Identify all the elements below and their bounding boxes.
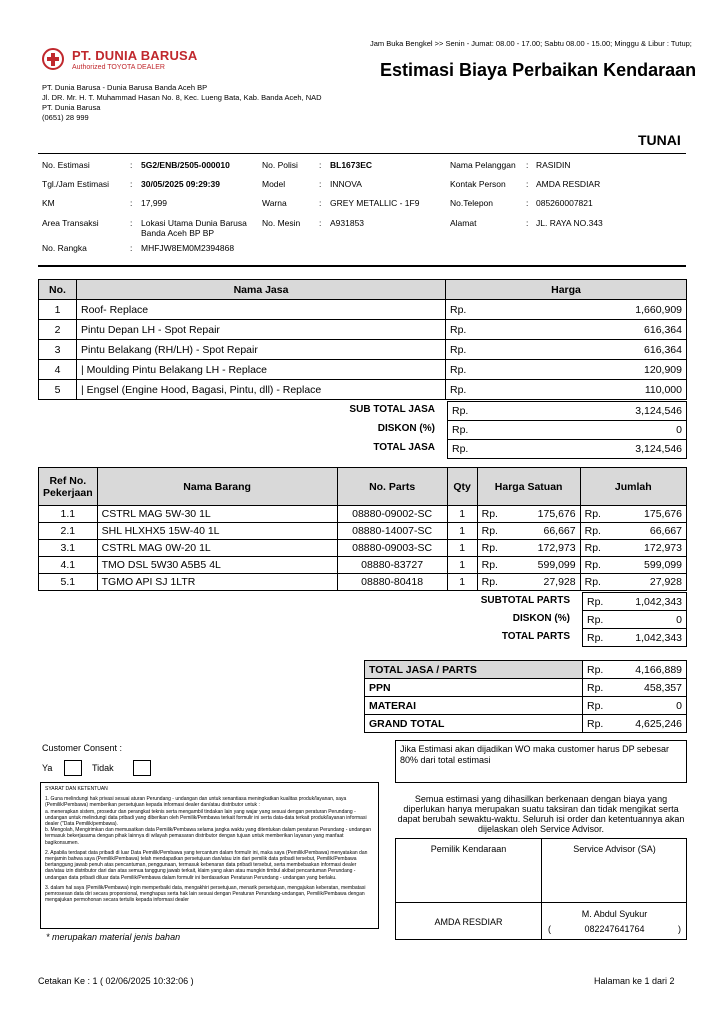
summary-label: PPN	[365, 679, 583, 697]
terms-box	[40, 782, 379, 929]
rp: Rp.	[583, 679, 610, 697]
row-jumlah: 27,928	[607, 574, 686, 591]
col-no-parts: No. Parts	[337, 468, 447, 506]
row-no: 1	[39, 300, 77, 320]
label-pelanggan: Nama Pelanggan	[450, 160, 516, 170]
dp-note: Jika Estimasi akan dijadikan WO maka customer harus DP sebesar 80% dari total estimasi	[395, 740, 687, 783]
row-no: 5	[39, 380, 77, 400]
address-line: Jl. DR. Mr. H. T. Muhammad Hasan No. 8, Kec. Lueng Bata, Kab. Banda Aceh, NAD	[42, 93, 322, 102]
subtotal-jasa-value: 3,124,546	[484, 402, 687, 421]
value-polisi: BL1673EC	[330, 160, 373, 170]
rp: Rp.	[583, 661, 610, 679]
row-nama: CSTRL MAG 0W-20 1L	[97, 540, 337, 557]
row-jumlah: 66,667	[607, 523, 686, 540]
sep: :	[319, 218, 322, 228]
sep: :	[319, 160, 322, 170]
row-harga: 120,909	[482, 360, 687, 380]
row-harga: 599,099	[504, 557, 580, 574]
rp: Rp.	[477, 523, 504, 540]
row-no-parts: 08880-14007-SC	[337, 523, 447, 540]
label-model: Model	[262, 179, 286, 189]
summary-row	[365, 679, 687, 697]
rp: Rp.	[580, 540, 607, 557]
row-qty: 1	[447, 574, 477, 591]
total-parts-value: 1,042,343	[610, 629, 687, 647]
divider	[396, 902, 686, 903]
row-ref: 4.1	[39, 557, 98, 574]
value-alamat: JL. RAYA NO.343	[536, 218, 603, 228]
row-jumlah: 599,099	[607, 557, 686, 574]
table-row	[39, 360, 687, 380]
value-warna: GREY METALLIC - 1F9	[330, 198, 420, 208]
sa-name: M. Abdul Syukur	[581, 909, 648, 919]
label-rangka: No. Rangka	[42, 243, 87, 253]
total-parts-label: TOTAL PARTS	[501, 631, 570, 642]
row-harga: 27,928	[504, 574, 580, 591]
summary-table	[364, 660, 687, 733]
table-row	[39, 506, 687, 523]
rp: Rp.	[580, 557, 607, 574]
row-harga: 172,973	[504, 540, 580, 557]
address-line: (0651) 28 999	[42, 113, 89, 122]
dealer-logo-icon	[42, 48, 64, 70]
document-title: Estimasi Biaya Perbaikan Kendaraan	[380, 60, 697, 80]
summary-value: 4,166,889	[610, 661, 687, 679]
sep: :	[130, 179, 133, 189]
label-alamat: Alamat	[450, 218, 477, 228]
row-no-parts: 08880-80418	[337, 574, 447, 591]
rp: Rp.	[583, 629, 610, 647]
consent-tidak-checkbox[interactable]	[133, 760, 151, 776]
row-rp: Rp.	[446, 340, 482, 360]
label-km: KM	[42, 198, 55, 208]
diskon-jasa-label: DISKON (%)	[377, 423, 435, 434]
row-qty: 1	[447, 557, 477, 574]
row-nama: CSTRL MAG 5W-30 1L	[97, 506, 337, 523]
row-ref: 3.1	[39, 540, 98, 557]
value-mesin: A931853	[330, 218, 365, 228]
disclaimer: Semua estimasi yang dihasilkan berkenaan dengan biaya yang diperlukan hanya merupakan suatu taksiran dan tidak mengikat serta dapat berubah sewaktu-waktu. Seluruh isi order dan ketentuannya akan dijelaskan oleh Service Advisor.	[397, 794, 685, 834]
row-harga: 1,660,909	[482, 300, 687, 320]
table-row	[39, 557, 687, 574]
row-harga: 175,676	[504, 506, 580, 523]
consent-ya-checkbox[interactable]	[64, 760, 82, 776]
summary-row	[365, 715, 687, 733]
label-warna: Warna	[262, 198, 287, 208]
sep: :	[130, 198, 133, 208]
terms-p3: 3. dalam hal saya (Pemilik/Pembawa) ingin memperbaiki data, mengakhiri persetujuan, menarik persetujuan, mengajukan keberatan, membatasi pemrosesan data diri secara proporsional, menghapus serta hak lain sesuai dengan Peraturan Perundang-undangan, Pemilik/Pembawa dengan mengajukan permohonan secara tertulis kepada informasi dealer	[45, 884, 366, 904]
row-rp: Rp.	[446, 380, 482, 400]
rp: Rp.	[583, 611, 610, 629]
print-info: Cetakan Ke : 1 ( 02/06/2025 10:32:06 )	[38, 976, 194, 986]
owner-label: Pemilik Kendaraan	[430, 844, 507, 854]
terms-p1: 1. Guna melindungi hak privasi sesuai aturan Perundang - undangan dan untuk senantiasa meningkatkan kualitas produk/layanan, saya (Pemilik/Pembawa) memberikan persetujuan kepada informasi dealer dan/atau distributor untuk :	[45, 796, 347, 809]
value-area-2: Banda Aceh BP BP	[141, 228, 215, 238]
rp: Rp.	[448, 421, 484, 440]
sep: :	[319, 198, 322, 208]
label-kontak: Kontak Person	[450, 179, 506, 189]
label-mesin: No. Mesin	[262, 218, 301, 228]
value-km: 17,999	[141, 198, 167, 208]
sep: :	[130, 243, 133, 253]
paren-open: (	[548, 924, 551, 934]
rp: Rp.	[448, 402, 484, 421]
rp: Rp.	[583, 715, 610, 733]
diskon-parts-value: 0	[610, 611, 687, 629]
rp: Rp.	[583, 593, 610, 611]
table-row	[39, 540, 687, 557]
sa-label: Service Advisor (SA)	[573, 844, 656, 854]
rp: Rp.	[580, 523, 607, 540]
consent-tidak-label: Tidak	[92, 763, 114, 773]
label-area: Area Transaksi	[42, 218, 99, 228]
signature-box	[395, 838, 687, 940]
paren-close: )	[678, 924, 681, 934]
row-no-parts: 08880-83727	[337, 557, 447, 574]
col-harga-satuan: Harga Satuan	[477, 468, 580, 506]
col-nama-jasa: Nama Jasa	[77, 280, 446, 300]
jasa-totals	[447, 401, 687, 459]
table-row	[39, 523, 687, 540]
diskon-parts-label: DISKON (%)	[512, 613, 570, 624]
summary-row	[365, 697, 687, 715]
table-row	[39, 300, 687, 320]
sep: :	[130, 218, 133, 228]
rp: Rp.	[580, 506, 607, 523]
row-nama: Pintu Belakang (RH/LH) - Spot Repair	[77, 340, 446, 360]
rp: Rp.	[477, 557, 504, 574]
summary-value: 4,625,246	[610, 715, 687, 733]
workshop-hours: Jam Buka Bengkel >> Senin - Jumat: 08.00 - 17.00; Sabtu 08.00 - 15.00; Minggu & Libur : Tutup;	[370, 39, 692, 48]
row-rp: Rp.	[446, 320, 482, 340]
rp: Rp.	[477, 540, 504, 557]
row-nama: Roof- Replace	[77, 300, 446, 320]
subtotal-parts-label: SUBTOTAL PARTS	[480, 595, 570, 606]
page-number: Halaman ke 1 dari 2	[594, 976, 675, 986]
col-nama-barang: Nama Barang	[97, 468, 337, 506]
value-kontak: AMDA RESDIAR	[536, 179, 601, 189]
row-ref: 5.1	[39, 574, 98, 591]
row-no-parts: 08880-09003-SC	[337, 540, 447, 557]
diskon-jasa-value: 0	[484, 421, 687, 440]
col-no: No.	[39, 280, 77, 300]
row-no: 3	[39, 340, 77, 360]
row-qty: 1	[447, 540, 477, 557]
consent-ya-label: Ya	[42, 763, 53, 773]
row-harga: 110,000	[482, 380, 687, 400]
owner-name: AMDA RESDIAR	[434, 917, 503, 927]
table-row	[39, 380, 687, 400]
parts-table	[38, 467, 687, 591]
consent-title: Customer Consent :	[42, 743, 123, 753]
value-pelanggan: RASIDIN	[536, 160, 571, 170]
terms-p1a: a. menerapkan sistem, prosedur dan perangkat teknis serta mengambil tindakan lain yang wajar yang sesuai dengan peraturan Perundang - undangan untuk melindungi data pribadi yang diberikan oleh Pemilik/Pembawa terkait formulir ini serta data-data terkait produk/layanan informasi dealer ("Data Pemilik/pembawa).	[45, 808, 367, 828]
col-ref-line2: Pekerjaan	[43, 486, 93, 499]
rp: Rp.	[448, 440, 484, 459]
sep: :	[130, 160, 133, 170]
value-telepon: 085260007821	[536, 198, 593, 208]
sep: :	[526, 218, 529, 228]
rp: Rp.	[477, 574, 504, 591]
row-no: 2	[39, 320, 77, 340]
summary-row	[365, 661, 687, 679]
material-note: * merupakan material jenis bahan	[46, 932, 181, 942]
sep: :	[526, 198, 529, 208]
row-rp: Rp.	[446, 360, 482, 380]
sep: :	[526, 179, 529, 189]
row-jumlah: 172,973	[607, 540, 686, 557]
total-jasa-label: TOTAL JASA	[373, 442, 435, 453]
value-tgl: 30/05/2025 09:29:39	[141, 179, 220, 189]
label-telepon: No.Telepon	[450, 198, 494, 208]
col-harga: Harga	[446, 280, 687, 300]
subtotal-jasa-label: SUB TOTAL JASA	[349, 404, 435, 415]
table-header	[39, 468, 687, 506]
row-ref: 1.1	[39, 506, 98, 523]
summary-label: MATERAI	[365, 697, 583, 715]
rp: Rp.	[477, 506, 504, 523]
parts-totals	[582, 592, 687, 647]
divider	[38, 153, 686, 154]
label-no-estimasi: No. Estimasi	[42, 160, 90, 170]
brand-subtitle: Authorized TOYOTA DEALER	[72, 64, 165, 71]
total-jasa-value: 3,124,546	[484, 440, 687, 459]
table-row	[39, 320, 687, 340]
summary-label: TOTAL JASA / PARTS	[365, 661, 583, 679]
col-ref-line1: Ref No.	[49, 474, 87, 487]
label-polisi: No. Polisi	[262, 160, 298, 170]
col-jumlah: Jumlah	[580, 468, 686, 506]
row-nama: TMO DSL 5W30 A5B5 4L	[97, 557, 337, 574]
value-no-estimasi: 5G2/ENB/2505-000010	[141, 160, 230, 170]
row-no-parts: 08880-09002-SC	[337, 506, 447, 523]
dealer-address	[42, 83, 322, 123]
row-ref: 2.1	[39, 523, 98, 540]
row-nama: SHL HLXHX5 15W-40 1L	[97, 523, 337, 540]
label-tgl: Tgl./Jam Estimasi	[42, 179, 110, 189]
row-qty: 1	[447, 523, 477, 540]
summary-value: 458,357	[610, 679, 687, 697]
address-line: PT. Dunia Barusa	[42, 103, 101, 112]
row-no: 4	[39, 360, 77, 380]
row-harga: 616,364	[482, 340, 687, 360]
sep: :	[319, 179, 322, 189]
row-qty: 1	[447, 506, 477, 523]
summary-label: GRAND TOTAL	[365, 715, 583, 733]
row-nama: TGMO API SJ 1LTR	[97, 574, 337, 591]
table-row	[39, 340, 687, 360]
terms-p2: 2. Apabila terdapat data pribadi di luar Data Pemilik/Pembawa yang tercantum dalam formulir ini, maka saya (Pemilik/Pembawa) menyatakan dan menjamin bahwa saya (Pemilik/Pembawa) telah mendapatkan persetujuan dan/atau izin dari pemilik data pribadi tersebut, Pemilik/Pembawa bertanggung jawab penuh atas pencantuman, penggunaan, termasuk kebenaran data pribadi tersebut, serta membebaskan informasi dealer dan/atau izin distributor dari dan atas semua tanggung jawab terkait, klaim yang akan atau mungkin timbul akibat pencantuman Perundang - undangan data pribadi diluar data Pemilik/Pembawa dalam formulir ini berdasarkan Peraturan Perundang - undangan yang berlaku.	[45, 849, 368, 881]
value-area-1: Lokasi Utama Dunia Barusa	[141, 218, 247, 228]
value-model: INNOVA	[330, 179, 362, 189]
row-jumlah: 175,676	[607, 506, 686, 523]
terms-title: SYARAT DAN KETENTUAN	[45, 786, 108, 792]
row-nama: | Engsel (Engine Hood, Bagasi, Pintu, dll) - Replace	[77, 380, 446, 400]
terms-p1b: b. Mengolah, Mengirimkan dan memusatkan data Pemilik/Pembawa selama jangka waktu yang ditentukan dalam peraturan Perundang - undangan termasuk bekerjasama dengan pihak lainnya di wilayah pemasaran distributor dengan tujuan untuk memberikan layanan yang manfaat bagikonsumen.	[45, 827, 372, 846]
col-ref	[39, 468, 98, 506]
address-line: PT. Dunia Barusa - Dunia Barusa Banda Aceh BP	[42, 83, 208, 92]
row-harga: 616,364	[482, 320, 687, 340]
value-rangka: MHFJW8EM0M2394868	[141, 243, 235, 253]
row-nama: | Moulding Pintu Belakang LH - Replace	[77, 360, 446, 380]
row-harga: 66,667	[504, 523, 580, 540]
row-rp: Rp.	[446, 300, 482, 320]
summary-value: 0	[610, 697, 687, 715]
brand-name: PT. DUNIA BARUSA	[72, 48, 198, 63]
sa-phone: 082247641764	[584, 924, 645, 934]
divider	[38, 265, 686, 267]
rp: Rp.	[583, 697, 610, 715]
col-qty: Qty	[447, 468, 477, 506]
table-row	[39, 574, 687, 591]
sep: :	[526, 160, 529, 170]
service-table	[38, 279, 687, 400]
row-nama: Pintu Depan LH - Spot Repair	[77, 320, 446, 340]
table-header	[39, 280, 687, 300]
rp: Rp.	[580, 574, 607, 591]
payment-type: TUNAI	[638, 132, 681, 148]
subtotal-parts-value: 1,042,343	[610, 593, 687, 611]
